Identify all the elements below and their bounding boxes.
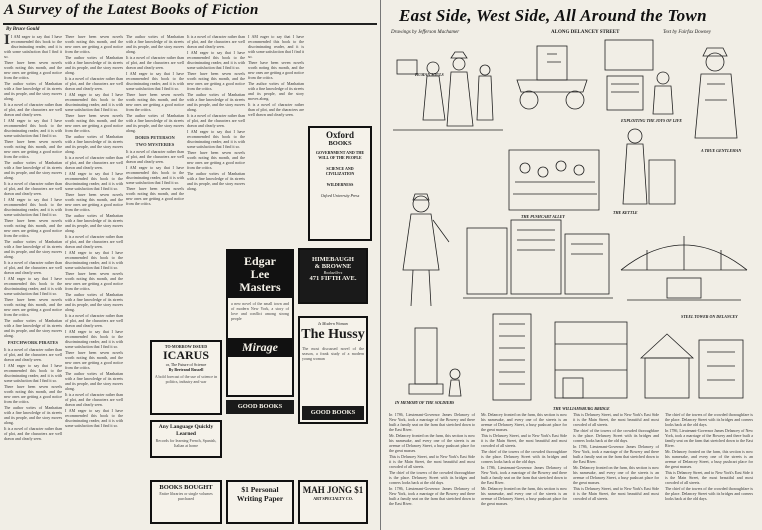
drawings-credit: Drawings by Jefferson Machamer (391, 30, 460, 35)
subhead-mysteries: TWO MYSTERIES (135, 142, 175, 147)
himebaugh-browne-ad: HIMEBAUGH & BROWNE Booksellers 471 FIFTH AVE. (298, 248, 368, 304)
byline: By Bruce Gould (6, 27, 40, 32)
good-books-banner: GOOD BOOKS (302, 406, 364, 420)
text-column-3: The author writes of Manhattan with a fine knowledge of its streets and its people, and the story moves along. It is a novel of character rather than of plot, and the characters are well drawn and clearly seen. I AM eager to say that I have recommended this book to the discriminating reader, and it is with some satisfaction that I find it so. There have been seven novels worth noting this month, and the new ones are getting a good notice from the critics. The author writes of Manhattan with a fine knowledge of its streets and its people, and the story moves along. DORIS PETERSON TWO MYSTERIES It is a novel of character rather than of plot, and the characters are well drawn and clearly seen. I AM eager to say that I have recommended this book to the discriminating reader, and it is with some satisfaction that I find it so. There have been seven novels worth noting this month, and the new ones are getting a good notice from the critics. (126, 34, 184, 206)
author-note: DORIS PETERSON (135, 135, 175, 140)
sketch-stall (601, 36, 679, 116)
books-bought-ad: BOOKS BOUGHT Entire libraries or single volumes purchased (150, 480, 222, 524)
sketch-crowd (507, 120, 602, 215)
writing-paper-ad: $1 Personal Writing Paper (226, 480, 294, 524)
sketch-gentleman (605, 120, 681, 210)
masters-mirage-ad: Edgar Lee Masters a new novel of the small town and of modern New York, a story of love and conflict among strong people Mirage (226, 249, 294, 397)
sketch-bridge (617, 210, 751, 310)
caption-joys-of-life: EXPLOITING THE JOYS OF LIFE (621, 118, 683, 123)
right-text-column-1: In 1786, Lieutenant-Governor James Delancey of New York, took a marriage of the Bowery and there built a family seat on the farm that stretched down to the East River. Mr. Delancey fronted on the farm, this section is now his namesake, and every one of the streets is an avenue of Delancey Street, a busy pushcart place for the great masses. This is Delancey Street, and to New York's East Side it is the Main Street, the most beautiful and most crowded of all streets. The chief of the towers of the crowded thoroughfare is the place. Delancey Street with its bridges and corners looks back at the old days. In 1786, Lieutenant-Governor James Delancey of New York, took a marriage of the Bowery and there built a family seat on the farm that stretched down to the East River. (389, 412, 475, 506)
text-column-1: I I AM eager to say that I have recommended this book to the discriminating reader, and it is with some satisfaction that I find it so. There have been seven novels worth noting this month, and the new ones are getting a good notice from the critics. The author writes of Manhattan with a fine knowledge of its streets and its people, and the story moves along. It is a novel of character rather than of plot, and the characters are well drawn and clearly seen. I AM eager to say that I have recommended this book to the discriminating reader, and it is with some satisfaction that I find it so. There have been seven novels worth noting this month, and the new ones are getting a good notice from the critics. The author writes of Manhattan with a fine knowledge of its streets and its people, and the story moves along. It is a novel of character rather than of plot, and the characters are well drawn and clearly seen. I AM eager to say that I have recommended this book to the discriminating reader, and it is with some satisfaction that I find it so. There have been seven novels worth noting this month, and the new ones are getting a good notice from the critics. The author writes of Manhattan with a fine knowledge of its streets and its people, and the story moves along. It is a novel of character rather than of plot, and the characters are well drawn and clearly seen. I AM eager to say that I have recommended this book to the discriminating reader, and it is with some satisfaction that I find it so. There have been seven novels worth noting this month, and the new ones are getting a good notice from the critics. The author writes of Manhattan with a fine knowledge of its streets and its people, and the story moves along. PATCHWORK PIRATES It is a novel of character rather than of plot, and the characters are well drawn and clearly seen. I AM eager to say that I have recommended this book to the discriminating reader, and it is with some satisfaction that I find it so. There have been seven novels worth noting this month, and the new ones are getting a good notice from the critics. The author writes of Manhattan with a fine knowledge of its streets and its people, and the story moves along. It is a novel of character rather than of plot, and the characters are well drawn and clearly seen. (4, 34, 62, 441)
sketch-pushcart (507, 40, 597, 115)
right-page (381, 0, 762, 530)
headline-rule (3, 23, 377, 25)
sketch-street-scene (463, 218, 613, 304)
language-ad: Any Language Quickly Learned Records for learning French, Spanish, Italian at home (150, 420, 222, 458)
text-credit: Text by Fairfax Downey (663, 30, 712, 35)
caption-human-souls: HUMAN SOULS (415, 72, 444, 77)
location-label: ALONG DELANCEY STREET (551, 30, 620, 35)
hussy-ad: Is Modern Woman The Hussy The most discussed novel of the season, a frank study of a modern young woman GOOD BOOKS (298, 316, 368, 424)
right-text-column-4: The chief of the towers of the crowded thoroughfare is the place. Delancey Street with its bridges and corners looks back at the old days. In 1786, Lieutenant-Governor James Delancey of New York, took a marriage of the Bowery and there built a family seat on the farm that stretched down to the East River. Mr. Delancey fronted on the farm, this section is now his namesake, and every one of the streets is an avenue of Delancey Street, a busy pushcart place for the great masses. This is Delancey Street, and to New York's East Side it is the Main Street, the most beautiful and most crowded of all streets. The chief of the towers of the crowded thoroughfare is the place. Delancey Street with its bridges and corners looks back at the old days. (665, 412, 753, 501)
caption-kettle: THE KETTLE (613, 210, 638, 215)
right-text-column-2: Mr. Delancey fronted on the farm, this section is now his namesake, and every one of the streets is an avenue of Delancey Street, a busy pushcart place for the great masses. This is Delancey Street, and to New York's East Side it is the Main Street, the most beautiful and most crowded of all streets. The chief of the towers of the crowded thoroughfare is the place. Delancey Street with its bridges and corners looks back at the old days. In 1786, Lieutenant-Governor James Delancey of New York, took a marriage of the Bowery and there built a family seat on the farm that stretched down to the East River. Mr. Delancey fronted on the farm, this section is now his namesake, and every one of the streets is an avenue of Delancey Street, a busy pushcart place for the great masses. (481, 412, 567, 506)
sketch-houses (637, 318, 749, 404)
right-text-column-3: This is Delancey Street, and to New York's East Side it is the Main Street, the most beautiful and most crowded of all streets. The chief of the towers of the crowded thoroughfare is the place. Delancey Street with its bridges and corners looks back at the old days. In 1786, Lieutenant-Governor James Delancey of New York, took a marriage of the Bowery and there built a family seat on the farm that stretched down to the East River. Mr. Delancey fronted on the farm, this section is now his namesake, and every one of the streets is an avenue of Delancey Street, a busy pushcart place for the great masses. This is Delancey Street, and to New York's East Side it is the Main Street, the most beautiful and most crowded of all streets. (573, 412, 659, 501)
caption-bridge: THE WILLIAMSBURG BRIDGE (553, 406, 610, 411)
subhead-patchwork: PATCHWORK PIRATES (7, 340, 59, 345)
sketch-shops (551, 314, 631, 404)
left-headline: A Survey of the Latest Books of Fiction (4, 2, 259, 18)
good-books-banner-2: GOOD BOOKS (226, 400, 294, 414)
icarus-ad: TO-MORROW ISSUED ICARUS or, The Future of Science By Bertrand Russell A bold forecast of the use of science in politics, industry and war (150, 340, 222, 415)
caption-steel-tower: STEEL TOWER ON DELANCEY (681, 314, 738, 319)
sketch-old-man (681, 44, 751, 144)
text-column-5: I AM eager to say that I have recommended this book to the discriminating reader, and it is with some satisfaction that I find it so. There have been seven novels worth noting this month, and the new ones are getting a good notice from the critics. The author writes of Manhattan with a fine knowledge of its streets and its people, and the story moves along. It is a novel of character rather than of plot, and the characters are well drawn and clearly seen. (248, 34, 304, 117)
caption-memory: IN MEMORY OF THE SOLDIERS (395, 400, 455, 405)
sketch-tower (477, 310, 547, 405)
sketch-monument (393, 318, 471, 398)
sketch-vendors (393, 40, 503, 140)
oxford-books-ad: Oxford BOOKS GOVERNMENT AND THE WILL OF THE PEOPLE SCIENCE AND CIVILIZATION WILDERNESS Oxford University Press (308, 126, 372, 241)
caption-pushcart-alley: THE PUSHCART ALLEY (521, 214, 565, 219)
drop-cap: I (4, 34, 10, 48)
right-headline: East Side, West Side, All Around the Town (399, 6, 707, 25)
text-column-4: It is a novel of character rather than of plot, and the characters are well drawn and clearly seen. I AM eager to say that I have recommended this book to the discriminating reader, and it is with some satisfaction that I find it so. There have been seven novels worth noting this month, and the new ones are getting a good notice from the critics. The author writes of Manhattan with a fine knowledge of its streets and its people, and the story moves along. It is a novel of character rather than of plot, and the characters are well drawn and clearly seen. I AM eager to say that I have recommended this book to the discriminating reader, and it is with some satisfaction that I find it so. There have been seven novels worth noting this month, and the new ones are getting a good notice from the critics. The author writes of Manhattan with a fine knowledge of its streets and its people, and the story moves along. (187, 34, 245, 191)
caption-gentleman: A TRUE GENTLEMAN (701, 148, 742, 153)
mahjong-ad: MAH JONG $1 ART SPECIALTY CO. (298, 480, 368, 524)
sketch-flapper (389, 190, 459, 310)
text-column-2: There have been seven novels worth noting this month, and the new ones are getting a good notice from the critics. The author writes of Manhattan with a fine knowledge of its streets and its people, and the story moves along. It is a novel of character rather than of plot, and the characters are well drawn and clearly seen. I AM eager to say that I have recommended this book to the discriminating reader, and it is with some satisfaction that I find it so. There have been seven novels worth noting this month, and the new ones are getting a good notice from the critics. The author writes of Manhattan with a fine knowledge of its streets and its people, and the story moves along. It is a novel of character rather than of plot, and the characters are well drawn and clearly seen. I AM eager to say that I have recommended this book to the discriminating reader, and it is with some satisfaction that I find it so. There have been seven novels worth noting this month, and the new ones are getting a good notice from the critics. The author writes of Manhattan with a fine knowledge of its streets and its people, and the story moves along. It is a novel of character rather than of plot, and the characters are well drawn and clearly seen. I AM eager to say that I have recommended this book to the discriminating reader, and it is with some satisfaction that I find it so. There have been seven novels worth noting this month, and the new ones are getting a good notice from the critics. The author writes of Manhattan with a fine knowledge of its streets and its people, and the story moves along. It is a novel of character rather than of plot, and the characters are well drawn and clearly seen. I AM eager to say that I have recommended this book to the discriminating reader, and it is with some satisfaction that I find it so. There have been seven novels worth noting this month, and the new ones are getting a good notice from the critics. The author writes of Manhattan with a fine knowledge of its streets and its people, and the story moves along. It is a novel of character rather than of plot, and the characters are well drawn and clearly seen. I AM eager to say that I have recommended this book to the discriminating reader, and it is with some satisfaction that I find it so. (65, 34, 123, 428)
